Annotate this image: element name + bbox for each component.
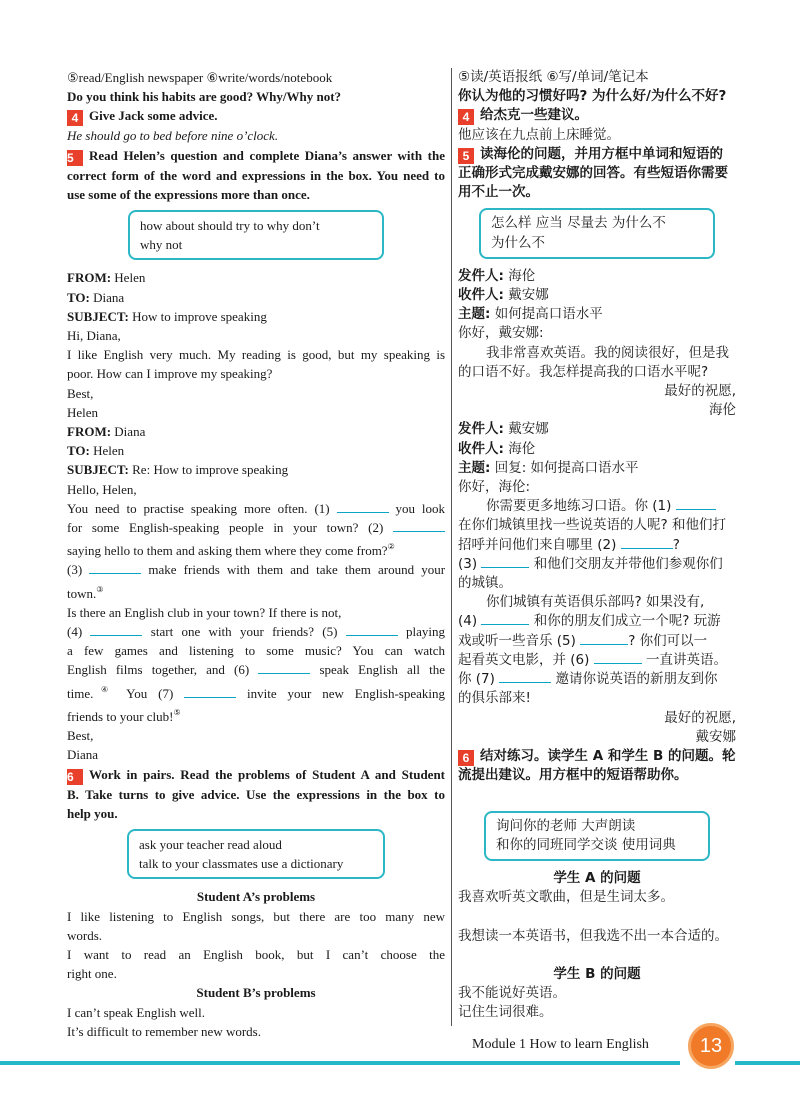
habits-question-cn: 你认为他的习惯好吗? 为什么好/为什么不好? (458, 88, 727, 105)
text-segment: start one with your friends? (5) (150, 624, 338, 640)
text-segment: saying hello to them and asking them where they come from? (67, 543, 388, 559)
section-number-5: 5 (458, 148, 474, 164)
spacer (458, 785, 736, 804)
student-a-title: Student A’s problems (196, 889, 316, 905)
email-2-body-line-7 (67, 622, 445, 641)
email-2-body-line-4 (67, 560, 445, 579)
email-2-closing-cn: 最好的祝愿, (664, 709, 736, 726)
email-2-signature-cn: 戴安娜 (695, 728, 736, 745)
section-4-heading-cn (458, 106, 736, 125)
email-2-signature: Diana (67, 747, 99, 763)
section-6-line-1-cn: 结对练习。读学生 A 和学生 B 的问题。轮 (480, 747, 736, 764)
email-2-body-line-6-cn: 你们城镇有英语俱乐部吗? 如果没有, (486, 594, 705, 611)
blank-6[interactable] (258, 662, 310, 674)
blank-7[interactable] (184, 686, 236, 698)
text-segment: (4) (67, 624, 83, 640)
section-5-line-2: correct form of the word and expressions in the box. You need to (67, 167, 445, 183)
spacer (458, 946, 736, 965)
email-1-greeting: Hi, Diana, (67, 328, 121, 344)
email-1-body-line-2-cn: 的口语不好。我怎样提高我的口语水平呢? (458, 363, 709, 380)
email-2-body-line-11 (67, 703, 445, 726)
footnote-mark: ⑤ (173, 707, 181, 717)
email-1-from-cn (458, 267, 736, 286)
text-segment: speak English all the (319, 662, 446, 678)
email-2-body-line-7-cn (458, 612, 736, 631)
section-5-line-2-cn: 正确形式完成戴安娜的回答。有些短语你需要 (458, 165, 728, 182)
section-number-4: 4 (458, 109, 474, 125)
email-1-signature: Helen (67, 404, 99, 420)
section-5-line-3-cn: 用不止一次。 (458, 184, 539, 201)
email-2-closing: Best, (67, 728, 94, 744)
student-b-problem-1: I can’t speak English well. (67, 1004, 206, 1020)
text-segment: (3) (458, 555, 478, 572)
blank-6-cn[interactable] (594, 652, 642, 664)
from-value: Diana (114, 424, 146, 440)
from-label-cn: 发件人: (458, 267, 504, 284)
blank-3-cn[interactable] (481, 556, 529, 568)
blank-4[interactable] (90, 624, 142, 636)
student-a-problem-1-line-2: words. (67, 927, 103, 943)
page-number-badge: 13 (688, 1023, 734, 1069)
student-a-problem-2-line-1: I want to read an English book, but I can’t choose the (67, 946, 445, 962)
email-2-body-line-9 (67, 660, 445, 679)
from-value-cn: 海伦 (508, 267, 536, 284)
student-b-title-cn: 学生 B 的问题 (553, 965, 641, 982)
subject-label-cn: 主题: (458, 459, 491, 476)
module-footer: Module 1 How to learn English (472, 1037, 649, 1052)
text-segment: time. (67, 685, 94, 701)
section-4-title: Give Jack some advice. (89, 108, 218, 124)
blank-7-cn[interactable] (499, 671, 551, 683)
phrase-box-2-line-2-cn: 和你的同班同学交谈 使用词典 (496, 836, 676, 853)
subject-label: SUBJECT: (67, 462, 129, 478)
student-b-problem-2-cn: 记住生词很难。 (458, 1004, 553, 1021)
email-2-from-cn (458, 420, 736, 439)
email-1-from (67, 268, 445, 287)
section-4-title-cn: 给杰克一些建议。 (480, 107, 588, 124)
word-box-1-line-2: why not (140, 237, 183, 253)
text-segment: for some English-speaking people in your town? (2) (67, 520, 384, 536)
blank-1-cn[interactable] (676, 498, 716, 510)
email-1-body-line-1-cn: 我非常喜欢英语。我的阅读很好，但是我 (486, 344, 729, 361)
subject-label-cn: 主题: (458, 306, 491, 323)
student-a-problem-2-cn: 我想读一本英语书，但我选不出一本合适的。 (458, 927, 728, 944)
text-segment: make friends with them and take them around your (148, 562, 446, 578)
to-value-cn: 海伦 (508, 440, 536, 457)
from-label-cn: 发件人: (458, 421, 504, 438)
text-segment: (3) (67, 562, 83, 578)
email-2-body-line-5 (67, 580, 445, 603)
word-box-1-line-1-cn: 怎么样 应当 尽量去 为什么不 (491, 215, 666, 232)
from-value-cn: 戴安娜 (508, 421, 549, 438)
text-segment: invite your new English-speaking (247, 685, 446, 701)
blank-5[interactable] (346, 624, 398, 636)
email-1-signature-cn: 海伦 (709, 402, 736, 419)
line-reading-words-cn: ⑤读/英语报纸 ⑥写/单词/笔记本 (458, 69, 649, 85)
text-segment: ? 你们可以一 (628, 632, 708, 649)
blank-4-cn[interactable] (481, 613, 529, 625)
email-2-body-line-1-cn (458, 497, 736, 516)
email-2-body-line-3 (67, 537, 445, 560)
email-1-closing-cn: 最好的祝愿, (664, 383, 736, 400)
section-number-5: 5 (67, 150, 83, 166)
footer-rule (0, 1061, 680, 1065)
text-segment: playing (406, 624, 446, 640)
word-box-1-line-1: how about should try to why don’t (140, 218, 320, 234)
section-number-6: 6 (67, 769, 83, 785)
subject-label: SUBJECT: (67, 308, 129, 324)
email-2-subject (67, 460, 445, 479)
section-6-line-3: help you. (67, 805, 118, 821)
text-segment: ? (672, 536, 680, 553)
to-label: TO: (67, 443, 90, 459)
blank-1[interactable] (337, 501, 389, 513)
chinese-column (458, 68, 736, 1023)
phrase-box-2-line-2: talk to your classmates use a dictionary (139, 856, 344, 872)
text-segment: 一直讲英语。 (646, 651, 728, 668)
blank-2-cn[interactable] (621, 537, 673, 549)
email-2-subject-cn (458, 459, 736, 478)
student-a-problem-2-line-2: right one. (67, 966, 117, 982)
section-5-line-3: use some of the expressions more than once. (67, 186, 310, 202)
subject-value: How to improve speaking (132, 308, 267, 324)
student-a-title-cn: 学生 A 的问题 (553, 869, 641, 886)
footnote-mark: ③ (96, 584, 104, 594)
blank-3[interactable] (89, 562, 141, 574)
from-label: FROM: (67, 424, 112, 440)
section-5-line-1-cn: 读海伦的问题，并用方框中单词和短语的 (480, 145, 723, 162)
email-2-body-line-5-cn: 的城镇。 (458, 575, 512, 592)
footnote-mark: ② (387, 542, 395, 552)
email-2-body-line-9-cn (458, 651, 736, 670)
email-2-body-line-10 (67, 680, 445, 703)
email-1-to (67, 288, 445, 307)
to-value-cn: 戴安娜 (508, 287, 549, 304)
section-number-4: 4 (67, 110, 83, 126)
email-1-greeting-cn: 你好，戴安娜: (458, 325, 544, 342)
text-segment: town. (67, 585, 97, 601)
to-value: Helen (93, 443, 125, 459)
phrase-box-2-line-1: ask your teacher read aloud (139, 836, 282, 852)
email-2-body-line-10-cn (458, 670, 736, 689)
footnote-mark: ④ (93, 684, 116, 694)
email-1-closing: Best, (67, 385, 94, 401)
column-divider (451, 68, 452, 1026)
email-2-to (67, 441, 445, 460)
spacer (458, 907, 736, 926)
email-2-body-line-8-cn (458, 632, 736, 651)
section-6-heading-cn (458, 747, 736, 766)
from-label: FROM: (67, 270, 112, 286)
text-segment: 戏或听一些音乐 (5) (458, 632, 576, 649)
line-reading-words: ⑤read/English newspaper ⑥write/words/notebook (67, 70, 333, 85)
text-segment: 和你的朋友们成立一个呢? 玩游 (533, 613, 721, 630)
text-segment: 和他们交朋友并带他们参观你们 (533, 555, 723, 572)
student-a-problem-1-cn: 我喜欢听英文歌曲，但是生词太多。 (458, 889, 674, 906)
section-4-example: He should go to bed before nine o’clock. (67, 128, 279, 144)
phrase-box-2-cn (484, 811, 710, 861)
to-label: TO: (67, 289, 90, 305)
phrase-box-2-line-1-cn: 询问你的老师 大声朗读 (496, 817, 636, 834)
english-column (67, 68, 445, 1041)
student-b-problem-1-cn: 我不能说好英语。 (458, 985, 566, 1002)
section-6-line-1: Work in pairs. Read the problems of Student A and Student (89, 766, 445, 782)
section-4-example-cn: 他应该在九点前上床睡觉。 (458, 126, 620, 143)
habits-question: Do you think his habits are good? Why/Why not? (67, 89, 342, 105)
student-b-problem-2: It’s difficult to remember new words. (67, 1023, 261, 1039)
text-segment: you look (395, 500, 445, 516)
section-6-heading (67, 765, 445, 785)
text-segment: friends to your club! (67, 708, 174, 724)
section-5-heading-cn (458, 145, 736, 164)
section-5-line-1: Read Helen’s question and complete Diana’s answer with the (89, 147, 445, 163)
blank-5-cn[interactable] (580, 633, 628, 645)
word-box-1-cn (479, 208, 715, 258)
phrase-box-2 (127, 829, 385, 879)
section-4-heading (67, 106, 445, 126)
blank-2[interactable] (393, 520, 445, 532)
email-2-body-line-1 (67, 499, 445, 518)
text-segment: (4) (458, 613, 478, 630)
email-2-greeting: Hello, Helen, (67, 481, 137, 497)
text-segment: 招呼并问他们来自哪里 (2) (458, 536, 617, 553)
section-6-line-2-cn: 流提出建议。用方框中的短语帮助你。 (458, 767, 688, 784)
email-2-greeting-cn: 你好，海伦: (458, 479, 531, 496)
word-box-1 (128, 210, 384, 260)
footer-rule-right (735, 1061, 800, 1065)
email-2-body-line-3-cn (458, 536, 736, 555)
text-segment: 你 (7) (458, 671, 495, 688)
text-segment: 起看英文电影，并 (6) (458, 651, 590, 668)
text-segment: 你需要更多地练习口语。你 (1) (486, 498, 672, 515)
email-2-body-line-4-cn (458, 555, 736, 574)
to-label-cn: 收件人: (458, 287, 504, 304)
from-value: Helen (114, 270, 146, 286)
email-1-body-line-2: poor. How can I improve my speaking? (67, 366, 273, 382)
email-2-body-line-11-cn: 的俱乐部来! (458, 690, 531, 707)
subject-value-cn: 回复: 如何提高口语水平 (494, 459, 639, 476)
subject-value-cn: 如何提高口语水平 (494, 306, 603, 323)
email-2-body-line-2-cn: 在你们城镇里找一些说英语的人呢? 和他们打 (458, 517, 726, 534)
email-2-body-line-6: Is there an English club in your town? If there is not, (67, 604, 342, 620)
to-label-cn: 收件人: (458, 440, 504, 457)
email-1-subject (67, 307, 445, 326)
student-b-title: Student B’s problems (196, 985, 316, 1001)
section-6-line-2: B. Take turns to give advice. Use the expressions in the box to (67, 786, 445, 802)
email-2-body-line-2 (67, 518, 445, 537)
text-segment: 邀请你说英语的新朋友到你 (555, 671, 718, 688)
text-segment: You (7) (126, 685, 174, 701)
text-segment: You need to practise speaking more often. (1) (67, 500, 330, 516)
section-number-6: 6 (458, 750, 474, 766)
email-2-from (67, 422, 445, 441)
email-1-to-cn (458, 286, 736, 305)
section-5-heading (67, 146, 445, 166)
subject-value: Re: How to improve speaking (132, 462, 289, 478)
email-1-body-line-1: I like English very much. My reading is good, but my speaking is (67, 347, 445, 363)
email-2-to-cn (458, 440, 736, 459)
student-a-problem-1-line-1: I like listening to English songs, but there are too many new (67, 908, 445, 924)
to-value: Diana (93, 289, 125, 305)
text-segment: English films together, and (6) (67, 662, 250, 678)
email-1-subject-cn (458, 305, 736, 324)
word-box-1-line-2-cn: 为什么不 (491, 234, 545, 251)
email-2-body-line-8: a few games and listening to some music? You can watch (67, 643, 445, 659)
